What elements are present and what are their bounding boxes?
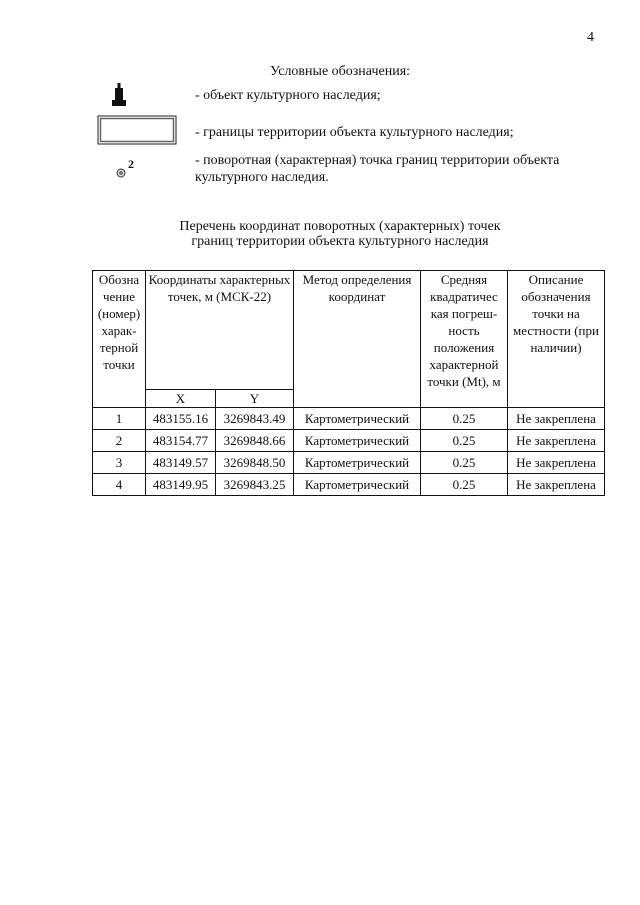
cell-y: 3269848.66 — [216, 430, 294, 452]
page-number: 4 — [587, 30, 594, 45]
list-title — [120, 219, 560, 249]
cell-y: 3269843.49 — [216, 408, 294, 430]
header-coordinates: Координаты характерных точек, м (МСК-22) — [146, 271, 294, 390]
header-description: Описание обозначения точки на местности (при наличии) — [508, 271, 605, 408]
legend-title: Условные обозначения: — [270, 64, 411, 79]
cell-method: Картометрический — [294, 474, 421, 496]
table-row — [93, 408, 605, 430]
cell-y: 3269843.25 — [216, 474, 294, 496]
cell-error: 0.25 — [421, 452, 508, 474]
cell-description: Не закреплена — [508, 408, 605, 430]
cell-error: 0.25 — [421, 474, 508, 496]
cell-error: 0.25 — [421, 408, 508, 430]
boundary-rect-icon — [97, 115, 177, 145]
legend-item-boundary: - границы территории объекта культурного наследия; — [195, 125, 514, 140]
cell-method: Картометрический — [294, 430, 421, 452]
table-row — [93, 452, 605, 474]
cell-num: 1 — [93, 408, 146, 430]
point-example-number: 2 — [128, 157, 134, 171]
turning-point-icon — [116, 168, 126, 178]
header-y: Y — [216, 390, 294, 408]
header-error: Средняя квадратичес кая погреш- ность положения характерной точки (Mt), м — [421, 271, 508, 408]
cell-num: 4 — [93, 474, 146, 496]
header-designation: Обозна чение (номер) харак- терной точки — [93, 271, 146, 408]
cell-x: 483149.95 — [146, 474, 216, 496]
header-method: Метод определения координат — [294, 271, 421, 408]
list-title-line1: Перечень координат поворотных (характерных) точек — [179, 219, 501, 234]
table-header-row — [93, 271, 605, 390]
cell-num: 2 — [93, 430, 146, 452]
cell-error: 0.25 — [421, 430, 508, 452]
legend-item-turning-point: - поворотная (характерная) точка границ территории объекта культурного наследия. — [195, 153, 560, 185]
cell-num: 3 — [93, 452, 146, 474]
header-x: X — [146, 390, 216, 408]
cell-x: 483154.77 — [146, 430, 216, 452]
cell-method: Картометрический — [294, 408, 421, 430]
table-row — [93, 474, 605, 496]
cell-description: Не закреплена — [508, 430, 605, 452]
list-title-line2: границ территории объекта культурного наследия — [191, 234, 489, 249]
cell-x: 483149.57 — [146, 452, 216, 474]
coordinates-table — [92, 270, 605, 496]
table-row — [93, 430, 605, 452]
cell-y: 3269848.50 — [216, 452, 294, 474]
cell-description: Не закреплена — [508, 474, 605, 496]
cell-x: 483155.16 — [146, 408, 216, 430]
cell-description: Не закреплена — [508, 452, 605, 474]
cell-method: Картометрический — [294, 452, 421, 474]
legend-item-monument: - объект культурного наследия; — [195, 88, 381, 103]
monument-icon — [111, 83, 127, 107]
